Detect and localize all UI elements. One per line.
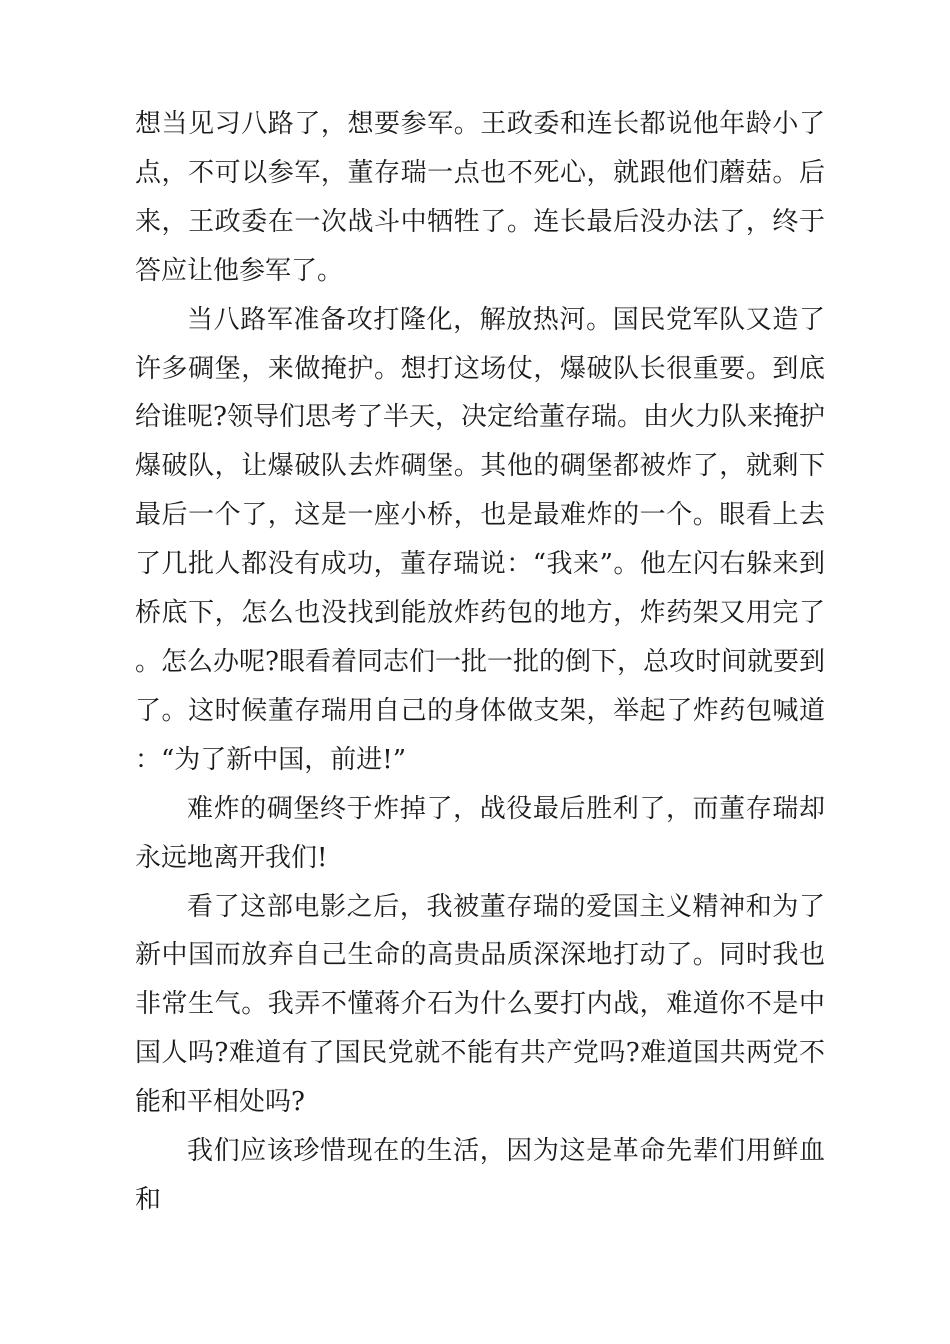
document-body	[135, 100, 825, 1225]
paragraph-continuation: 想当见习八路了，想要参军。王政委和连长都说他年龄小了点，不可以参军，董存瑞一点也不死心，就跟他们蘑菇。后来，王政委在一次战斗中牺牲了。连长最后没办法了，终于答应让他参军了。	[135, 109, 825, 286]
paragraph-reflection: 看了这部电影之后，我被董存瑞的爱国主义精神和为了新中国而放弃自己生命的高贵品质深深地打动了。同时我也非常生气。我弄不懂蒋介石为什么要打内战，难道你不是中国人吗?难道有了国民党就不能有共产党吗?难道国共两党不能和平相处吗?	[135, 891, 825, 1118]
paragraph-battle: 当八路军准备攻打隆化，解放热河。国民党军队又造了许多碉堡，来做掩护。想打这场仗，爆破队长很重要。到底给谁呢?领导们思考了半天，决定给董存瑞。由火力队来掩护爆破队，让爆破队去炸碉堡。其他的碉堡都被炸了，就剩下最后一个了，这是一座小桥，也是最难炸的一个。眼看上去了几批人都没有成功，董存瑞说：“我来”。他左闪右躲来到桥底下，怎么也没找到能放炸药包的地方，炸药架又用完了。怎么办呢?眼看着同志们一批一批的倒下，总攻时间就要到了。这时候董存瑞用自己的身体做支架，举起了炸药包喊道：“为了新中国，前进!”	[135, 304, 825, 775]
paragraph-conclusion: 我们应该珍惜现在的生活，因为这是革命先辈们用鲜血和	[135, 1136, 825, 1215]
paragraph-victory: 难炸的碉堡终于炸掉了，战役最后胜利了，而董存瑞却永远地离开我们!	[135, 793, 825, 873]
